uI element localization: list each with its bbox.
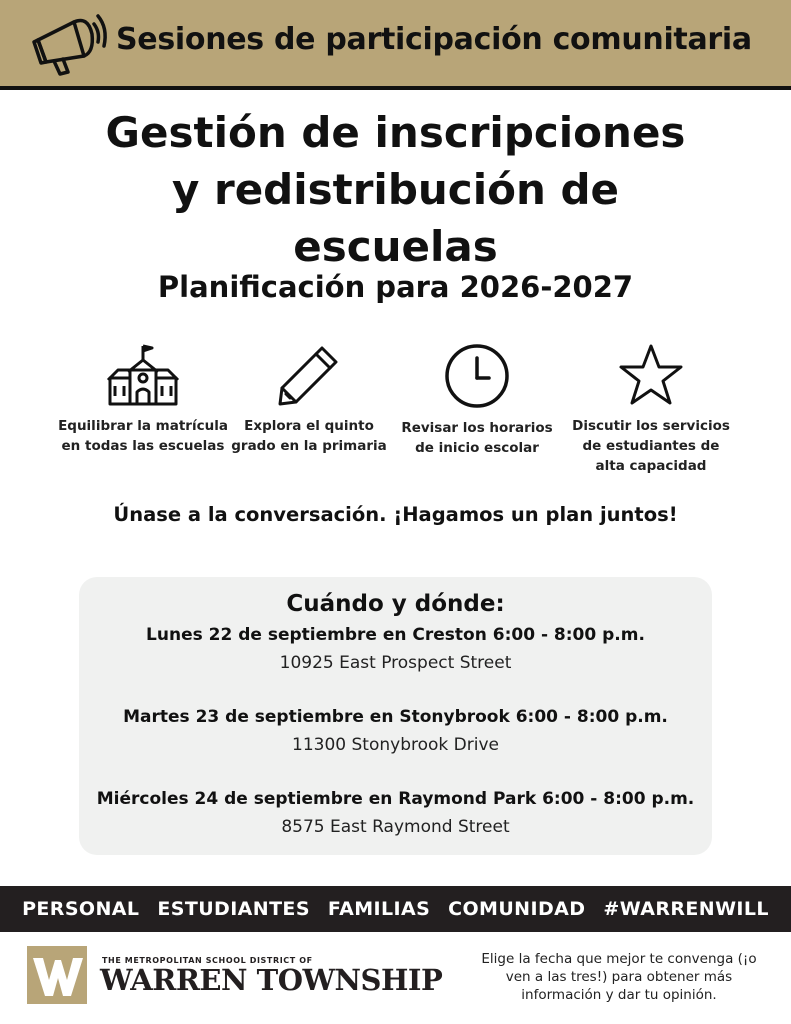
session-3-address: 8575 East Raymond Street [281, 817, 510, 837]
audience-hashtag: #WARRENWILL [603, 898, 769, 920]
session-1-when: Lunes 22 de septiembre en Creston 6:00 - 8:00 p.m. [146, 625, 645, 645]
schedule-heading: Cuándo y dónde: [286, 591, 505, 617]
audience-families: FAMILIAS [327, 898, 431, 920]
footer-note: Elige la fecha que mejor te convenga (¡o ven a las tres!) para obtener más información y dar tu opinión. [481, 951, 757, 1003]
topic-label: Revisar los horarios de inicio escolar [401, 420, 553, 456]
topic-fifth-grade [224, 342, 394, 456]
audience-community: COMUNIDAD [448, 898, 586, 920]
star-icon [617, 342, 685, 408]
subtitle: Planificación para 2026-2027 [157, 270, 634, 304]
topic-label: Explora el quinto grado en la primaria [231, 418, 387, 454]
school-building-icon [106, 342, 180, 408]
main-title [0, 104, 791, 275]
session-2-address: 11300 Stonybrook Drive [292, 735, 499, 755]
logo-subtitle: THE METROPOLITAN SCHOOL DISTRICT OF [102, 956, 313, 965]
district-logo-icon [27, 946, 87, 1004]
title-line-1: Gestión de inscripciones [105, 108, 686, 157]
topic-label: Discutir los servicios de estudiantes de alta capacidad [572, 418, 730, 474]
title-line-2: y redistribución de [171, 165, 620, 214]
session-3-when: Miércoles 24 de septiembre en Raymond Park 6:00 - 8:00 p.m. [96, 789, 695, 809]
audience-bar [0, 886, 791, 932]
audience-staff: PERSONAL [22, 898, 140, 920]
audience-students: ESTUDIANTES [157, 898, 310, 920]
schedule-box [79, 577, 712, 855]
session-2-when: Martes 23 de septiembre en Stonybrook 6:00 - 8:00 p.m. [123, 707, 668, 727]
clock-icon [443, 342, 511, 410]
pencil-icon [276, 342, 342, 408]
title-line-3: escuelas [293, 222, 498, 271]
top-banner [0, 0, 791, 90]
topic-enrollment [58, 342, 228, 456]
logo-wordmark: WARREN TOWNSHIP [100, 963, 443, 997]
banner-title: Sesiones de participación comunitaria [116, 22, 752, 57]
topic-high-ability [566, 342, 736, 476]
session-1-address: 10925 East Prospect Street [279, 653, 512, 673]
topic-label: Equilibrar la matrícula en todas las escuelas [58, 418, 228, 454]
topic-start-times [392, 342, 562, 458]
call-to-action: Únase a la conversación. ¡Hagamos un plan juntos! [113, 503, 678, 526]
megaphone-icon [32, 12, 112, 78]
